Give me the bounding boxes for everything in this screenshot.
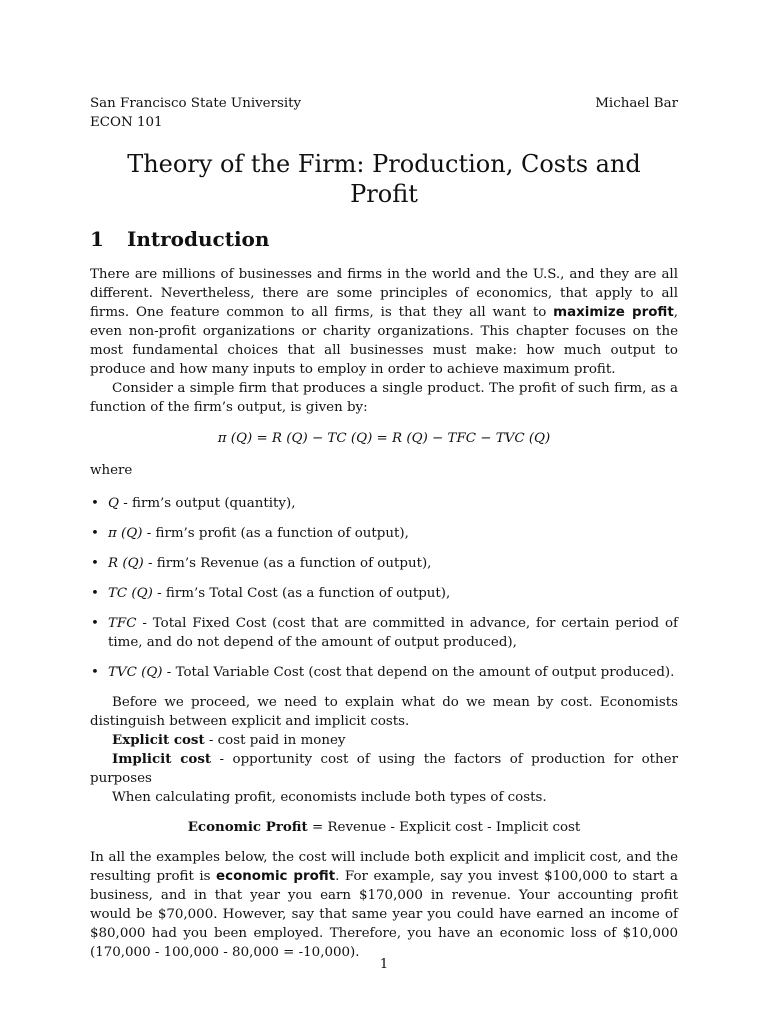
bullet-icon: •	[91, 556, 99, 571]
definition-text: - firm’s profit (as a function of output),	[142, 526, 409, 541]
section-heading	[90, 227, 678, 251]
economic-profit-formula	[90, 818, 678, 837]
definition-text: - Total Variable Cost (cost that depend on the amount of output produced).	[162, 665, 675, 680]
economic-profit-term: economic profit	[216, 869, 336, 884]
bullet-icon: •	[91, 526, 99, 541]
bullet-icon: •	[91, 616, 99, 631]
definition-text: - firm’s Revenue (as a function of output),	[143, 556, 432, 571]
page-number: 1	[379, 957, 389, 972]
university-name: San Francisco State University	[90, 96, 302, 111]
definition-item	[90, 614, 678, 652]
example-text-end: . For example, say you invest $100,000 to start a business, and in that year you earn $170,000 in revenue. Your accounting profit would be $70,000. However, say that same year you could have earned an income of $80,000 had you been employed. Therefore, you have an economic loss of $10,000 (170,000 - 100,000 - 80,000 = -10,000).	[90, 869, 678, 960]
definition-item	[90, 494, 678, 513]
bullet-icon: •	[91, 665, 99, 680]
definition-list	[90, 494, 678, 682]
explicit-cost-text: - cost paid in money	[204, 733, 346, 748]
firm-paragraph: Consider a simple firm that produces a single product. The profit of such firm, as a function of the firm’s output, is given by:	[90, 381, 678, 415]
economic-profit-label: Economic Profit	[187, 819, 308, 835]
intro-text-start: There are millions of businesses and firms in the world and the U.S., and they are all different. Nevertheless, there are some principles of economics, that apply to all firms. One feature common to all firms, is that they all want to	[90, 267, 678, 320]
definition-text: - Total Fixed Cost (cost that are committed in advance, for certain period of time, and do not depend of the amount of output produced),	[108, 616, 678, 650]
definition-item	[90, 584, 678, 603]
calc-paragraph: When calculating profit, economists include both types of costs.	[112, 790, 547, 805]
profit-equation: π (Q) = R (Q) − TC (Q) = R (Q) − TFC − TVC (Q)	[217, 431, 551, 446]
definition-symbol: R (Q)	[108, 556, 144, 571]
author-name: Michael Bar	[595, 96, 678, 111]
definition-text: - firm’s output (quantity),	[118, 496, 296, 511]
definition-item	[90, 524, 678, 543]
definition-symbol: TFC	[108, 616, 137, 631]
intro-paragraph	[90, 265, 678, 379]
implicit-cost-label: Implicit cost	[112, 751, 212, 767]
implicit-cost-line	[90, 750, 678, 788]
course-code: ECON 101	[90, 115, 163, 130]
page-header	[90, 94, 678, 113]
section-number: 1	[90, 227, 104, 251]
bullet-icon: •	[91, 586, 99, 601]
definition-symbol: Q	[108, 496, 119, 511]
implicit-cost-text: - opportunity cost of using the factors of production for other purposes	[90, 752, 678, 786]
intro-text-end: , even non-profit organizations or charity organizations. This chapter focuses on the most fundamental choices that all businesses must make: how much output to produce and how many inputs to employ in order to achieve maximum profit.	[90, 305, 679, 377]
economic-profit-expression: = Revenue - Explicit cost - Implicit cost	[307, 820, 581, 835]
example-paragraph	[90, 848, 678, 962]
definition-symbol: TVC (Q)	[108, 665, 163, 680]
section-title: Introduction	[127, 227, 270, 251]
definition-symbol: TC (Q)	[108, 586, 153, 601]
definition-item	[90, 554, 678, 573]
document-page	[90, 94, 678, 962]
where-label: where	[90, 463, 133, 478]
maximize-profit-term: maximize profit	[553, 305, 674, 320]
definition-symbol: π (Q)	[108, 526, 143, 541]
cost-paragraph: Before we proceed, we need to explain what do we mean by cost. Economists distinguish between explicit and implicit costs.	[90, 695, 678, 729]
definition-item	[90, 663, 678, 682]
explicit-cost-label: Explicit cost	[112, 732, 205, 748]
document-title: Theory of the Firm: Production, Costs and Profit	[127, 150, 641, 208]
bullet-icon: •	[91, 496, 99, 511]
definition-text: - firm’s Total Cost (as a function of output),	[152, 586, 451, 601]
example-text-start: In all the examples below, the cost will include both explicit and implicit cost, and the resulting profit is	[90, 850, 678, 884]
explicit-cost-line	[90, 731, 678, 750]
